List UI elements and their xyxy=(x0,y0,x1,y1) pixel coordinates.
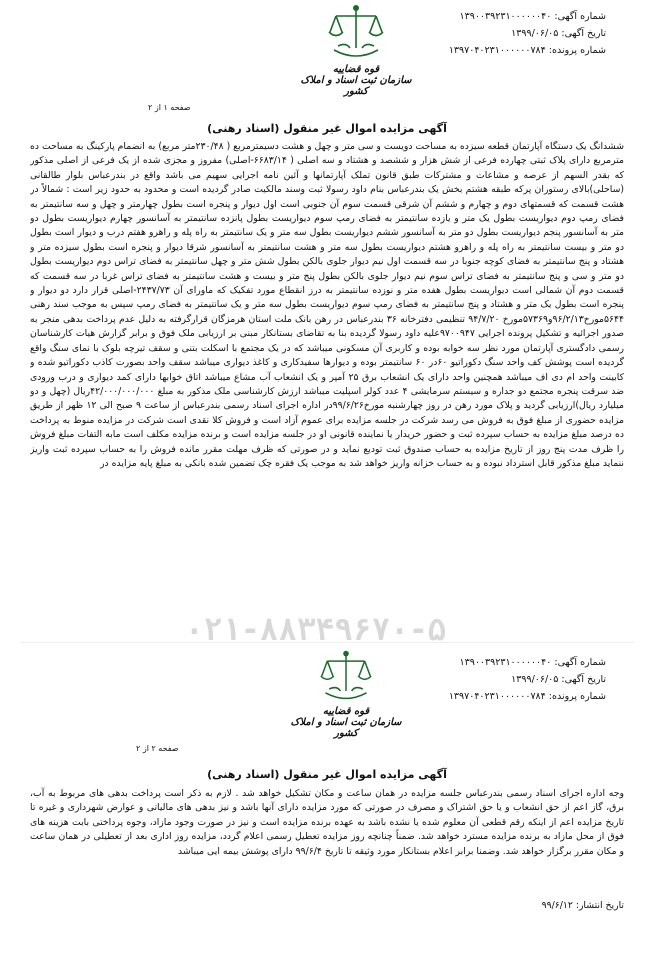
phone-watermark: ۰۲۱-۸۸۳۴۹۶۷۰-۵ xyxy=(185,612,447,648)
judiciary-emblem xyxy=(296,2,416,97)
page-label: صفحه ۱ از ۲ xyxy=(148,103,191,112)
page-label: صفحه ۲ از ۲ xyxy=(136,744,179,753)
judiciary-name: قوه قضاییه xyxy=(332,64,380,75)
notice-body: وجه اداره اجرای اسناد رسمی بندرعباس جلسه مزایده در همان ساعت و مکان تشکیل خواهد شد . لازم به ذکر است پرداخت بدهی های مربوط به آب، برق، گاز اعم از حق انشعاب و یا حق اشتراک و مصرف در صورتی که مورد مزایده دارای آنها باشد و نیز بدهی های مالیاتی و عوارض شهرداری و غیره تا تاریخ مزایده اعم از اینکه رقم قطعی آن معلوم شده یا نشده باشد به عهده برنده مزایده است و نیز در صورت وجود مازاد، وجوه پرداختی بابت هزینه های فوق از محل مازاد به برنده مزایده مسترد خواهد شد. ضمناً چنانچه روز مزایده تعطیل رسمی اعلام گردد، مزایده روز اداری بعد از تعطیلی در همان ساعت و مکان مقرر برگزار خواهد شد. وضمنا برابر اعلام بستانکار مورد وثیقه تا تاریخ ۹۹/۶/۴ دارای پوشش بیمه ایی میباشد xyxy=(30,788,624,857)
notice-number: شماره آگهی: ۱۳۹۰۰۳۹۲۳۱۰۰۰۰۰۰۴۰ xyxy=(459,11,606,22)
notice-divider xyxy=(20,642,634,643)
notice-date: تاریخ آگهی: ۱۳۹۹/۰۶/۰۵ xyxy=(511,28,606,39)
notice-date: تاریخ آگهی: ۱۳۹۹/۰۶/۰۵ xyxy=(511,674,606,685)
notice-title: آگهی مزایده اموال غیر منقول (اسناد رهنی) xyxy=(207,768,447,781)
notice1-meta xyxy=(449,8,606,59)
judiciary-emblem xyxy=(286,648,406,739)
publish-date: تاریخ انتشار: ۹۹/۶/۱۲ xyxy=(541,900,624,911)
file-number: شماره پرونده: ۱۳۹۷۰۴۰۲۳۱۰۰۰۰۰۰۷۸۴ xyxy=(448,691,606,702)
file-number: شماره پرونده: ۱۳۹۷۰۴۰۲۳۱۰۰۰۰۰۰۷۸۴ xyxy=(448,45,606,56)
registration-org-name: سازمان ثبت اسناد و املاک کشور xyxy=(300,75,412,97)
scales-of-justice-icon xyxy=(316,648,376,704)
registration-org-name: سازمان ثبت اسناد و املاک کشور xyxy=(290,717,402,739)
notice-number: شماره آگهی: ۱۳۹۰۰۳۹۲۳۱۰۰۰۰۰۰۴۰ xyxy=(459,657,606,668)
scales-of-justice-icon xyxy=(324,2,388,62)
judiciary-name: قوه قضاییه xyxy=(322,706,370,717)
notice2-meta xyxy=(449,654,606,705)
notice-body: ششدانگ یک دستگاه آپارتمان قطعه سیزده به مساحت دویست و سی متر و چهل و هشت دسیمترمربع ( ۲۳۰/۴۸متر مربع) به انضمام پارکینگ به مساحت ده مترمربع دارای پلاک ثبتی چهارده فرعی از شش هزار و ششصد و هشتاد و سه اصلی ( ۶۶۸۳/۱۴-اصلی) مفروز و مجزی شده از یک فرعی از اصلی مذکور که بقدر السهم از عرصه و مشاعات و مشترکات طبق قانون تملک آپارتمانها و آئین نامه اجرایی سهیم می باشد واقع در بندرعباس بلوار طالقانی (ساحلی)بالای رستوران پرکه طبقه هشتم بخش یک بندرعباس بنام داود رسولا ثبت وسند مالکیت صادر گردیده است و محدود به حدود زیر است : شمالاً در هشت قسمت که قسمتهای دوم و چهارم و ششم آن شرقی قسمت سوم آن جنوبی است اول دیوار و پنجره است بطول چهارمتر و چهل و سه سانتیمتر به فضای رمپ دوم دیواریست بطول یک متر و یازده سانتیمتر به فضای رمپ سوم دیواریست بطول پانزده سانتیمتر به آسانسور چهارم دیواریست بطول دو متر به آسانسور پنجم دیواریست بطول دو متر به آسانسور ششم دیواریست بطول سه متر و یک سانتیمتر به راه پله و راهرو هفتم درب و دیوار است بطول دو متر و بیست سانتیمتر به راه پله و راهرو هشتم دیواریست بطول سه متر و هشت سانتیمتر به آسانسور شرقا دیوار و پنجره است بطول سیزده متر و هشتاد و پنج سانتیمتر به فضای کوچه جنوبا در سه قسمت اول نیم دیوار جلوی بالکن بطول شش متر و چهل سانتیمتر به فضای تراس دوم دیواریست بطول دو متر و سی و پنج سانتیمتر به فضای تراس سوم نیم دیوار جلوی بالکن بطول پنج متر و بیست و هشت سانتیمتر به فضای تراس غربا در سه قسمت که قسمت دوم آن شمالی است دیواریست بطول هفده متر و نوزده سانتیمتر به درز انقطاع مورد تفکیک که ماورای آن ۲۴۳۷/۷۳-اصلی قرار دارد دو دیوار و پنجره است بطول یک متر و هشتاد و پنج سانتیمتر به فضای رمپ سوم دیواریست بطول سه متر و یک سانتیمتر به فضای رمپ سپس به موجب سند رهنی ۵۶۴۴مورخ۹۶/۲/۱۳و۵۷۳۶۹مورخ ۹۴/۷/۲۰ تنظیمی دفترخانه ۳۶ بندرعباس در رهن بانک ملت استان هرمزگان قرارگرفته به دلیل عدم پرداخت بدهی منجر به صدور اجرائیه و تشکیل پرونده اجرایی ۹۷۰۰۹۴۷علیه داود رسولا گردیده بنا به تقاضای بستانکار مبنی بر ارزیابی ملک فوق و برابر گزارش هیات کارشناسان رسمی دادگستری آپارتمان مورد نظر سه خوابه بوده و کاربری آن مسکونی میباشد که در یک مجتمع با اسکلت بتنی و سقف تیرچه بلوک با نمای سنگ واقع گردیده است پوشش کف واحد سنگ دکوراتیو ۶۰در ۶۰ سانتیمتر بوده و دیوارها سفیدکاری و کاغذ دیواری میباشد سقف واحد بصورت کاذب دکوراتیو شده و کابینت واحد ام دی اف میباشد همچنین واحد دارای یک انشعاب برق ۲۵ آمپر و یک انشعاب آب مشاع میباشد اتاق خوابها دارای کمد دیواری و درب ورودی ضد سرقت پنجره مجتمع دو جداره و سیستم سرمایشی ۴ عدد کولر اسپلیت میباشد ارزش کارشناسی ملک مذکور به مبلغ ۴۲/۰۰۰/۰۰۰/۰۰۰ریال (چهل و دو میلیارد ریال)ارزیابی گردید و پلاک مورد رهن در روز چهارشنبه مورخ۹۹/۶/۲۶در اداره اجرای اسناد رسمی بندرعباس از ساعت ۹ صبح الی ۱۲ ظهر از طریق مزایده حضوری از مبلغ فوق به فروش می رسد شرکت در جلسه مزایده برای عموم آزاد است و فروش کلا نقدی است شرکت در مزایده منوط به پرداخت ده درصد مبلغ مزایده به حساب سپرده ثبت و حضور خریدار یا نماینده قانونی او در جلسه مزایده است و برنده مزایده مکلف است مابه التفات مبلغ فروش را ظرف مدت پنج روز از تاریخ مزایده به حساب صندوق ثبت تودیع نماید و در صورتی که ظرف مهلت مقرر مانده فروش را به حساب سپرده ثبت واریز ننماید مبلغ مذکور قابل استرداد نبوده و به حساب خزانه واریز خواهد شد به موجب یک فقره چک تضمین شده بانکی به مبلغ پایه مزایده در xyxy=(30,141,624,469)
notice-title: آگهی مزایده اموال غیر منقول (اسناد رهنی) xyxy=(207,122,447,135)
